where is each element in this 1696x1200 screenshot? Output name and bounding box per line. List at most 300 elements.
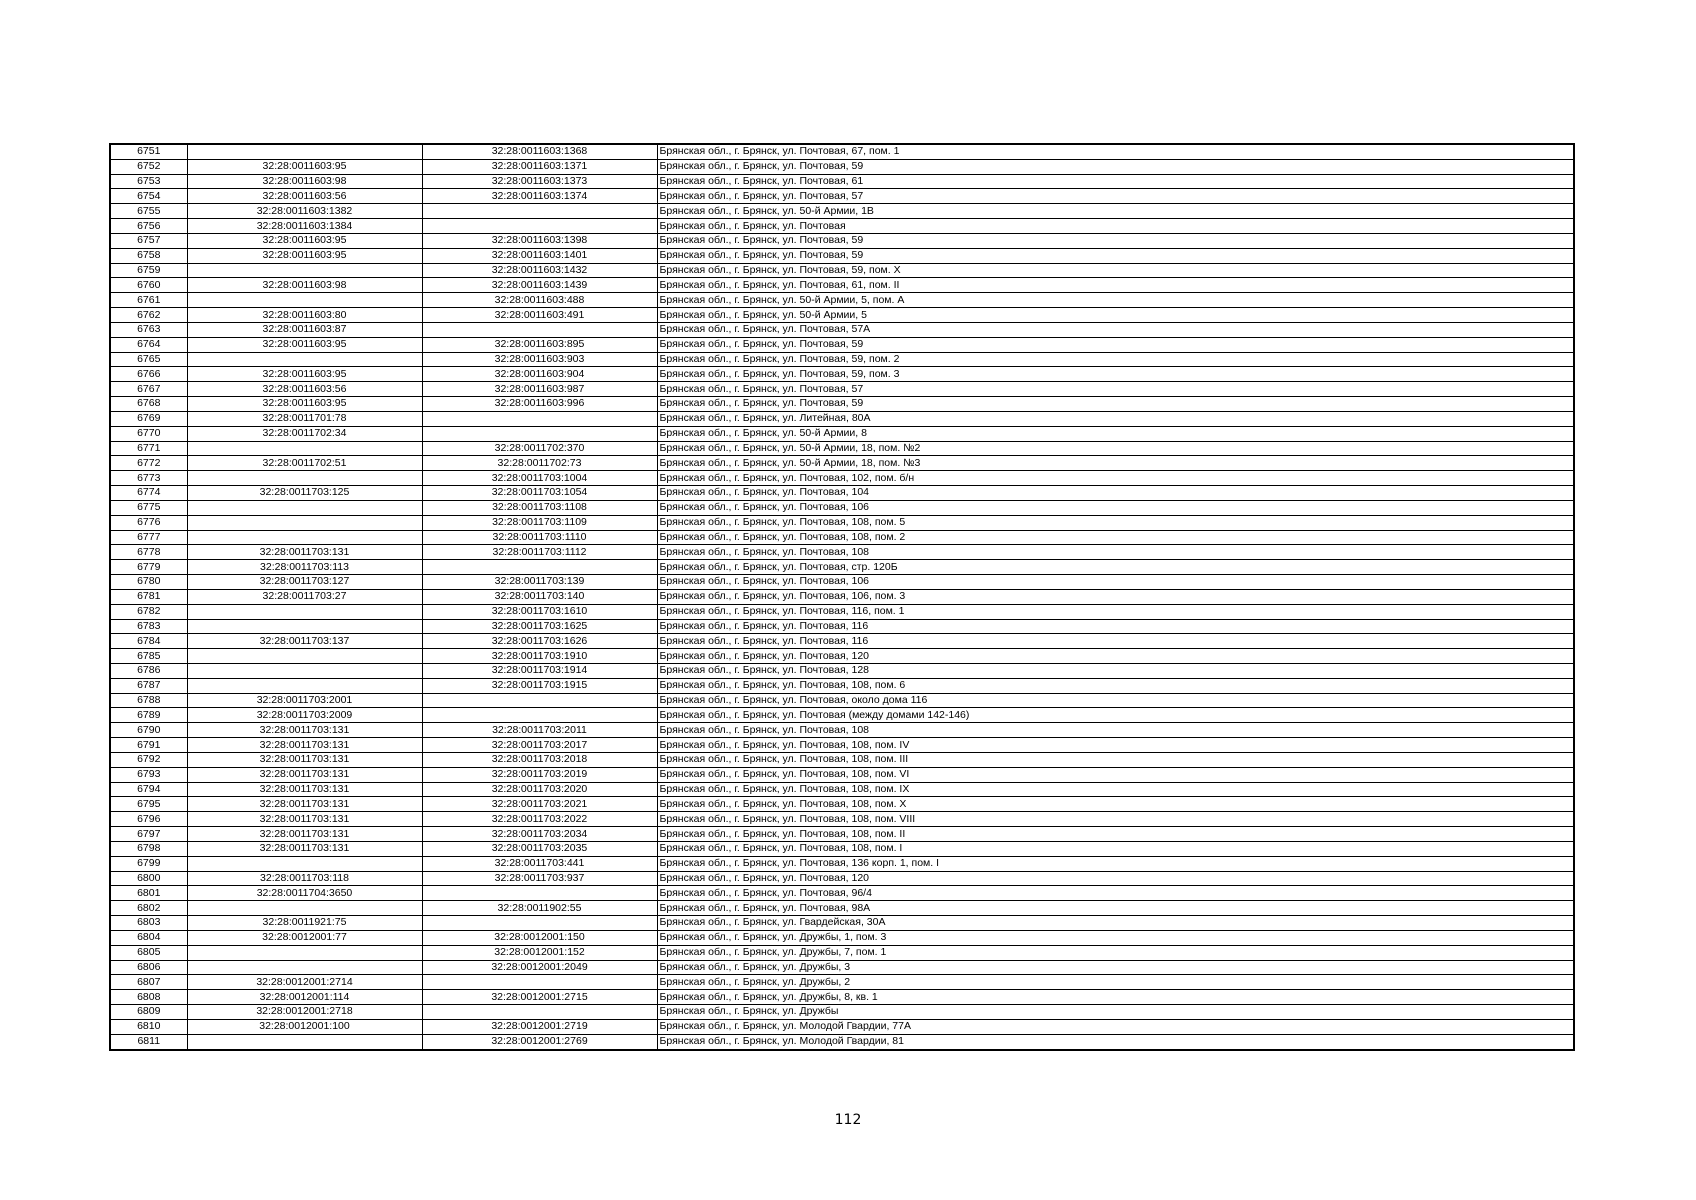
address-cell: Брянская обл., г. Брянск, ул. Почтовая, 108, пом. I [657, 841, 1574, 856]
cadastral-number-cell: 32:28:0011603:987 [422, 382, 657, 397]
row-number-cell: 6782 [110, 604, 187, 619]
parent-cadastral-number-cell: 32:28:0011703:131 [187, 797, 422, 812]
cadastral-number-cell: 32:28:0011703:2034 [422, 827, 657, 842]
address-cell: Брянская обл., г. Брянск, ул. Почтовая, 108, пом. IX [657, 782, 1574, 797]
table-row [110, 293, 1574, 308]
parent-cadastral-number-cell: 32:28:0011603:98 [187, 278, 422, 293]
table-row [110, 322, 1574, 337]
row-number-cell: 6761 [110, 293, 187, 308]
cadastral-number-cell [422, 560, 657, 575]
parent-cadastral-number-cell: 32:28:0011703:127 [187, 575, 422, 590]
cadastral-number-cell: 32:28:0011703:1109 [422, 515, 657, 530]
address-cell: Брянская обл., г. Брянск, ул. Почтовая, 120 [657, 871, 1574, 886]
parent-cadastral-number-cell: 32:28:0011603:98 [187, 174, 422, 189]
parent-cadastral-number-cell: 32:28:0011703:131 [187, 812, 422, 827]
cadastral-number-cell: 32:28:0011703:140 [422, 589, 657, 604]
address-cell: Брянская обл., г. Брянск, ул. Почтовая, 59 [657, 233, 1574, 248]
row-number-cell: 6786 [110, 663, 187, 678]
cadastral-number-cell: 32:28:0011603:1371 [422, 159, 657, 174]
row-number-cell: 6753 [110, 174, 187, 189]
address-cell: Брянская обл., г. Брянск, ул. Дружбы, 2 [657, 975, 1574, 990]
cadastral-number-cell [422, 219, 657, 234]
row-number-cell: 6773 [110, 471, 187, 486]
address-cell: Брянская обл., г. Брянск, ул. Почтовая, 116 [657, 634, 1574, 649]
parent-cadastral-number-cell: 32:28:0011703:118 [187, 871, 422, 886]
address-cell: Брянская обл., г. Брянск, ул. 50-й Армии, 5 [657, 308, 1574, 323]
table-row [110, 708, 1574, 723]
cadastral-number-cell [422, 708, 657, 723]
cadastral-number-cell: 32:28:0011603:996 [422, 397, 657, 412]
address-cell: Брянская обл., г. Брянск, ул. Почтовая, 120 [657, 649, 1574, 664]
table-row [110, 663, 1574, 678]
cadastral-number-cell: 32:28:0011703:2017 [422, 738, 657, 753]
row-number-cell: 6806 [110, 960, 187, 975]
table-row [110, 159, 1574, 174]
cadastral-number-cell: 32:28:0011703:1914 [422, 663, 657, 678]
table-row [110, 975, 1574, 990]
parent-cadastral-number-cell: 32:28:0011701:78 [187, 411, 422, 426]
table-row [110, 634, 1574, 649]
parent-cadastral-number-cell: 32:28:0011603:1382 [187, 204, 422, 219]
parent-cadastral-number-cell: 32:28:0011603:1384 [187, 219, 422, 234]
cadastral-number-cell: 32:28:0011703:1054 [422, 486, 657, 501]
cadastral-number-cell: 32:28:0011703:441 [422, 856, 657, 871]
table-row [110, 1034, 1574, 1049]
row-number-cell: 6768 [110, 397, 187, 412]
row-number-cell: 6791 [110, 738, 187, 753]
address-cell: Брянская обл., г. Брянск, ул. Почтовая, 106 [657, 575, 1574, 590]
parent-cadastral-number-cell: 32:28:0011603:95 [187, 233, 422, 248]
cadastral-number-cell: 32:28:0011703:1610 [422, 604, 657, 619]
cadastral-number-cell: 32:28:0011703:2011 [422, 723, 657, 738]
table-row [110, 382, 1574, 397]
parent-cadastral-number-cell: 32:28:0011703:131 [187, 752, 422, 767]
table-row [110, 441, 1574, 456]
address-cell: Брянская обл., г. Брянск, ул. Почтовая, 57А [657, 322, 1574, 337]
address-cell: Брянская обл., г. Брянск, ул. Почтовая, 116 [657, 619, 1574, 634]
address-cell: Брянская обл., г. Брянск, ул. Почтовая, 116, пом. 1 [657, 604, 1574, 619]
address-cell: Брянская обл., г. Брянск, ул. Дружбы, 8, кв. 1 [657, 990, 1574, 1005]
table-row [110, 471, 1574, 486]
row-number-cell: 6793 [110, 767, 187, 782]
address-cell: Брянская обл., г. Брянск, ул. Почтовая, 59, пом. X [657, 263, 1574, 278]
parent-cadastral-number-cell [187, 960, 422, 975]
address-cell: Брянская обл., г. Брянск, ул. Почтовая, 102, пом. б/н [657, 471, 1574, 486]
parent-cadastral-number-cell [187, 678, 422, 693]
parent-cadastral-number-cell [187, 901, 422, 916]
parent-cadastral-number-cell: 32:28:0011603:56 [187, 189, 422, 204]
row-number-cell: 6765 [110, 352, 187, 367]
parent-cadastral-number-cell: 32:28:0011603:95 [187, 397, 422, 412]
row-number-cell: 6811 [110, 1034, 187, 1049]
row-number-cell: 6780 [110, 575, 187, 590]
table-row [110, 337, 1574, 352]
row-number-cell: 6805 [110, 945, 187, 960]
parent-cadastral-number-cell [187, 604, 422, 619]
table-row [110, 782, 1574, 797]
cadastral-number-cell [422, 916, 657, 931]
row-number-cell: 6797 [110, 827, 187, 842]
table-row [110, 308, 1574, 323]
row-number-cell: 6762 [110, 308, 187, 323]
cadastral-number-cell: 32:28:0011603:1368 [422, 144, 657, 159]
address-cell: Брянская обл., г. Брянск, ул. 50-й Армии, 8 [657, 426, 1574, 441]
address-cell: Брянская обл., г. Брянск, ул. Почтовая, 59 [657, 159, 1574, 174]
parent-cadastral-number-cell: 32:28:0011603:80 [187, 308, 422, 323]
cadastral-number-cell: 32:28:0011603:904 [422, 367, 657, 382]
row-number-cell: 6763 [110, 322, 187, 337]
row-number-cell: 6800 [110, 871, 187, 886]
parent-cadastral-number-cell: 32:28:0012001:114 [187, 990, 422, 1005]
row-number-cell: 6764 [110, 337, 187, 352]
table-row [110, 649, 1574, 664]
row-number-cell: 6771 [110, 441, 187, 456]
parent-cadastral-number-cell: 32:28:0011703:125 [187, 486, 422, 501]
address-cell: Брянская обл., г. Брянск, ул. Почтовая, 108, пом. II [657, 827, 1574, 842]
cadastral-number-cell: 32:28:0011702:73 [422, 456, 657, 471]
parent-cadastral-number-cell: 32:28:0012001:77 [187, 930, 422, 945]
address-cell: Брянская обл., г. Брянск, ул. Молодой Гвардии, 81 [657, 1034, 1574, 1049]
parent-cadastral-number-cell: 32:28:0011703:2001 [187, 693, 422, 708]
address-cell: Брянская обл., г. Брянск, ул. Почтовая, 108, пом. VIII [657, 812, 1574, 827]
table-row [110, 397, 1574, 412]
row-number-cell: 6767 [110, 382, 187, 397]
cadastral-number-cell: 32:28:0011703:1625 [422, 619, 657, 634]
cadastral-number-cell: 32:28:0011603:903 [422, 352, 657, 367]
table-row [110, 500, 1574, 515]
parent-cadastral-number-cell: 32:28:0011921:75 [187, 916, 422, 931]
cadastral-number-cell: 32:28:0011603:1432 [422, 263, 657, 278]
row-number-cell: 6799 [110, 856, 187, 871]
parent-cadastral-number-cell [187, 263, 422, 278]
address-cell: Брянская обл., г. Брянск, ул. Почтовая, около дома 116 [657, 693, 1574, 708]
row-number-cell: 6766 [110, 367, 187, 382]
parent-cadastral-number-cell: 32:28:0011702:51 [187, 456, 422, 471]
cadastral-number-cell: 32:28:0012001:2715 [422, 990, 657, 1005]
table-row [110, 530, 1574, 545]
parent-cadastral-number-cell [187, 856, 422, 871]
address-cell: Брянская обл., г. Брянск, ул. Почтовая (между домами 142-146) [657, 708, 1574, 723]
row-number-cell: 6757 [110, 233, 187, 248]
table-row [110, 930, 1574, 945]
cadastral-number-cell: 32:28:0012001:2719 [422, 1019, 657, 1034]
cadastral-number-cell: 32:28:0011703:1108 [422, 500, 657, 515]
cadastral-number-cell: 32:28:0012001:152 [422, 945, 657, 960]
parent-cadastral-number-cell: 32:28:0011702:34 [187, 426, 422, 441]
table-row [110, 812, 1574, 827]
table-row [110, 841, 1574, 856]
parent-cadastral-number-cell [187, 500, 422, 515]
row-number-cell: 6752 [110, 159, 187, 174]
row-number-cell: 6794 [110, 782, 187, 797]
row-number-cell: 6801 [110, 886, 187, 901]
cadastral-number-cell: 32:28:0011703:1004 [422, 471, 657, 486]
address-cell: Брянская обл., г. Брянск, ул. Почтовая, 108, пом. IV [657, 738, 1574, 753]
address-cell: Брянская обл., г. Брянск, ул. Почтовая, 61, пом. II [657, 278, 1574, 293]
row-number-cell: 6770 [110, 426, 187, 441]
cadastral-number-cell: 32:28:0011703:2035 [422, 841, 657, 856]
address-cell: Брянская обл., г. Брянск, ул. Почтовая, 108, пом. X [657, 797, 1574, 812]
address-cell: Брянская обл., г. Брянск, ул. Почтовая, 136 корп. 1, пом. I [657, 856, 1574, 871]
row-number-cell: 6810 [110, 1019, 187, 1034]
parent-cadastral-number-cell [187, 441, 422, 456]
table-row [110, 426, 1574, 441]
parent-cadastral-number-cell: 32:28:0011703:131 [187, 738, 422, 753]
parent-cadastral-number-cell: 32:28:0012001:2714 [187, 975, 422, 990]
row-number-cell: 6781 [110, 589, 187, 604]
row-number-cell: 6802 [110, 901, 187, 916]
table-row [110, 767, 1574, 782]
row-number-cell: 6754 [110, 189, 187, 204]
cadastral-number-cell: 32:28:0011703:937 [422, 871, 657, 886]
table-row [110, 827, 1574, 842]
cadastral-number-cell [422, 411, 657, 426]
cadastral-number-cell: 32:28:0011603:491 [422, 308, 657, 323]
row-number-cell: 6789 [110, 708, 187, 723]
cadastral-number-cell: 32:28:0011703:1910 [422, 649, 657, 664]
table-row [110, 456, 1574, 471]
table-row [110, 797, 1574, 812]
cadastral-number-cell: 32:28:0011603:1439 [422, 278, 657, 293]
cadastral-number-cell: 32:28:0011703:2019 [422, 767, 657, 782]
row-number-cell: 6808 [110, 990, 187, 1005]
table-row [110, 560, 1574, 575]
address-cell: Брянская обл., г. Брянск, ул. Дружбы, 3 [657, 960, 1574, 975]
table-row [110, 174, 1574, 189]
parent-cadastral-number-cell: 32:28:0012001:2718 [187, 1005, 422, 1020]
parent-cadastral-number-cell: 32:28:0011703:131 [187, 841, 422, 856]
table-row [110, 901, 1574, 916]
row-number-cell: 6772 [110, 456, 187, 471]
cadastral-number-cell: 32:28:0011703:1626 [422, 634, 657, 649]
table-row [110, 204, 1574, 219]
table-row [110, 916, 1574, 931]
cadastral-number-cell: 32:28:0011703:139 [422, 575, 657, 590]
address-cell: Брянская обл., г. Брянск, ул. Почтовая, 108, пом. III [657, 752, 1574, 767]
cadastral-number-cell: 32:28:0012001:2769 [422, 1034, 657, 1049]
row-number-cell: 6776 [110, 515, 187, 530]
row-number-cell: 6785 [110, 649, 187, 664]
row-number-cell: 6775 [110, 500, 187, 515]
address-cell: Брянская обл., г. Брянск, ул. Почтовая, 59 [657, 248, 1574, 263]
row-number-cell: 6804 [110, 930, 187, 945]
table-row [110, 619, 1574, 634]
parent-cadastral-number-cell: 32:28:0011603:87 [187, 322, 422, 337]
table-row [110, 678, 1574, 693]
table-row [110, 278, 1574, 293]
cadastral-number-cell: 32:28:0011702:370 [422, 441, 657, 456]
address-cell: Брянская обл., г. Брянск, ул. Почтовая, 59 [657, 397, 1574, 412]
address-cell: Брянская обл., г. Брянск, ул. Гвардейская, 30А [657, 916, 1574, 931]
address-cell: Брянская обл., г. Брянск, ул. Литейная, 80А [657, 411, 1574, 426]
cadastral-number-cell [422, 204, 657, 219]
table-row [110, 752, 1574, 767]
cadastral-number-cell: 32:28:0012001:2049 [422, 960, 657, 975]
parent-cadastral-number-cell: 32:28:0011603:56 [187, 382, 422, 397]
parent-cadastral-number-cell: 32:28:0011703:131 [187, 782, 422, 797]
address-cell: Брянская обл., г. Брянск, ул. Почтовая, 106 [657, 500, 1574, 515]
cadastral-number-cell: 32:28:0011703:2020 [422, 782, 657, 797]
parent-cadastral-number-cell: 32:28:0011603:95 [187, 337, 422, 352]
row-number-cell: 6760 [110, 278, 187, 293]
table-row [110, 219, 1574, 234]
table-row [110, 515, 1574, 530]
address-cell: Брянская обл., г. Брянск, ул. Дружбы, 1, пом. 3 [657, 930, 1574, 945]
table-row [110, 960, 1574, 975]
parent-cadastral-number-cell [187, 945, 422, 960]
address-cell: Брянская обл., г. Брянск, ул. Молодой Гвардии, 77А [657, 1019, 1574, 1034]
parent-cadastral-number-cell: 32:28:0012001:100 [187, 1019, 422, 1034]
registry-table [109, 143, 1575, 1051]
address-cell: Брянская обл., г. Брянск, ул. Почтовая, 108, пом. VI [657, 767, 1574, 782]
row-number-cell: 6755 [110, 204, 187, 219]
address-cell: Брянская обл., г. Брянск, ул. Почтовая, 108, пом. 2 [657, 530, 1574, 545]
parent-cadastral-number-cell: 32:28:0011703:27 [187, 589, 422, 604]
row-number-cell: 6795 [110, 797, 187, 812]
parent-cadastral-number-cell: 32:28:0011703:113 [187, 560, 422, 575]
address-cell: Брянская обл., г. Брянск, ул. Почтовая [657, 219, 1574, 234]
address-cell: Брянская обл., г. Брянск, ул. Почтовая, 108, пом. 5 [657, 515, 1574, 530]
parent-cadastral-number-cell [187, 515, 422, 530]
cadastral-number-cell [422, 886, 657, 901]
cadastral-number-cell: 32:28:0011603:488 [422, 293, 657, 308]
address-cell: Брянская обл., г. Брянск, ул. Почтовая, 108, пом. 6 [657, 678, 1574, 693]
cadastral-number-cell: 32:28:0011703:1915 [422, 678, 657, 693]
parent-cadastral-number-cell [187, 144, 422, 159]
table-row [110, 856, 1574, 871]
address-cell: Брянская обл., г. Брянск, ул. Почтовая, 108 [657, 545, 1574, 560]
address-cell: Брянская обл., г. Брянск, ул. Почтовая, 128 [657, 663, 1574, 678]
address-cell: Брянская обл., г. Брянск, ул. Почтовая, стр. 120Б [657, 560, 1574, 575]
row-number-cell: 6759 [110, 263, 187, 278]
cadastral-number-cell: 32:28:0011603:895 [422, 337, 657, 352]
table-row [110, 575, 1574, 590]
parent-cadastral-number-cell: 32:28:0011703:137 [187, 634, 422, 649]
cadastral-number-cell [422, 693, 657, 708]
cadastral-number-cell [422, 426, 657, 441]
cadastral-number-cell: 32:28:0011703:1112 [422, 545, 657, 560]
cadastral-number-cell: 32:28:0011603:1398 [422, 233, 657, 248]
parent-cadastral-number-cell: 32:28:0011703:131 [187, 767, 422, 782]
address-cell: Брянская обл., г. Брянск, ул. Почтовая, 98А [657, 901, 1574, 916]
table-row [110, 945, 1574, 960]
cadastral-number-cell: 32:28:0011603:1374 [422, 189, 657, 204]
row-number-cell: 6788 [110, 693, 187, 708]
cadastral-number-cell: 32:28:0011703:2022 [422, 812, 657, 827]
cadastral-number-cell [422, 975, 657, 990]
row-number-cell: 6792 [110, 752, 187, 767]
row-number-cell: 6790 [110, 723, 187, 738]
address-cell: Брянская обл., г. Брянск, ул. Почтовая, 96/4 [657, 886, 1574, 901]
table-row [110, 1005, 1574, 1020]
parent-cadastral-number-cell: 32:28:0011704:3650 [187, 886, 422, 901]
cadastral-number-cell: 32:28:0011703:1110 [422, 530, 657, 545]
row-number-cell: 6777 [110, 530, 187, 545]
address-cell: Брянская обл., г. Брянск, ул. Почтовая, 57 [657, 382, 1574, 397]
cadastral-number-cell: 32:28:0011703:2021 [422, 797, 657, 812]
table-row [110, 990, 1574, 1005]
row-number-cell: 6783 [110, 619, 187, 634]
table-row [110, 871, 1574, 886]
address-cell: Брянская обл., г. Брянск, ул. Почтовая, 61 [657, 174, 1574, 189]
parent-cadastral-number-cell [187, 619, 422, 634]
parent-cadastral-number-cell [187, 352, 422, 367]
table-row [110, 693, 1574, 708]
address-cell: Брянская обл., г. Брянск, ул. Почтовая, 106, пом. 3 [657, 589, 1574, 604]
row-number-cell: 6769 [110, 411, 187, 426]
row-number-cell: 6787 [110, 678, 187, 693]
table-row [110, 189, 1574, 204]
parent-cadastral-number-cell: 32:28:0011703:2009 [187, 708, 422, 723]
cadastral-number-cell: 32:28:0011603:1373 [422, 174, 657, 189]
address-cell: Брянская обл., г. Брянск, ул. Почтовая, 57 [657, 189, 1574, 204]
row-number-cell: 6751 [110, 144, 187, 159]
row-number-cell: 6756 [110, 219, 187, 234]
table-row [110, 738, 1574, 753]
cadastral-number-cell: 32:28:0011902:55 [422, 901, 657, 916]
parent-cadastral-number-cell [187, 649, 422, 664]
parent-cadastral-number-cell: 32:28:0011703:131 [187, 545, 422, 560]
table-row [110, 367, 1574, 382]
row-number-cell: 6796 [110, 812, 187, 827]
row-number-cell: 6774 [110, 486, 187, 501]
parent-cadastral-number-cell: 32:28:0011703:131 [187, 827, 422, 842]
table-row [110, 248, 1574, 263]
page-number: 112 [834, 1112, 862, 1128]
table-row [110, 144, 1574, 159]
parent-cadastral-number-cell [187, 663, 422, 678]
registry-table-body [110, 144, 1574, 1050]
row-number-cell: 6807 [110, 975, 187, 990]
cadastral-number-cell [422, 322, 657, 337]
parent-cadastral-number-cell [187, 530, 422, 545]
parent-cadastral-number-cell [187, 1034, 422, 1049]
address-cell: Брянская обл., г. Брянск, ул. 50-й Армии, 18, пом. №2 [657, 441, 1574, 456]
row-number-cell: 6784 [110, 634, 187, 649]
parent-cadastral-number-cell: 32:28:0011603:95 [187, 367, 422, 382]
table-row [110, 233, 1574, 248]
row-number-cell: 6778 [110, 545, 187, 560]
table-row [110, 411, 1574, 426]
address-cell: Брянская обл., г. Брянск, ул. 50-й Армии, 18, пом. №3 [657, 456, 1574, 471]
address-cell: Брянская обл., г. Брянск, ул. Почтовая, 59 [657, 337, 1574, 352]
address-cell: Брянская обл., г. Брянск, ул. Почтовая, 104 [657, 486, 1574, 501]
parent-cadastral-number-cell [187, 293, 422, 308]
table-row [110, 1019, 1574, 1034]
row-number-cell: 6758 [110, 248, 187, 263]
cadastral-number-cell [422, 1005, 657, 1020]
table-row [110, 886, 1574, 901]
address-cell: Брянская обл., г. Брянск, ул. Почтовая, 108 [657, 723, 1574, 738]
address-cell: Брянская обл., г. Брянск, ул. Почтовая, 67, пом. 1 [657, 144, 1574, 159]
address-cell: Брянская обл., г. Брянск, ул. Почтовая, 59, пом. 3 [657, 367, 1574, 382]
row-number-cell: 6798 [110, 841, 187, 856]
parent-cadastral-number-cell [187, 471, 422, 486]
row-number-cell: 6779 [110, 560, 187, 575]
parent-cadastral-number-cell: 32:28:0011703:131 [187, 723, 422, 738]
table-row [110, 486, 1574, 501]
table-row [110, 352, 1574, 367]
table-row [110, 723, 1574, 738]
table-row [110, 604, 1574, 619]
address-cell: Брянская обл., г. Брянск, ул. 50-й Армии, 5, пом. А [657, 293, 1574, 308]
cadastral-number-cell: 32:28:0011603:1401 [422, 248, 657, 263]
row-number-cell: 6803 [110, 916, 187, 931]
address-cell: Брянская обл., г. Брянск, ул. Дружбы [657, 1005, 1574, 1020]
address-cell: Брянская обл., г. Брянск, ул. Почтовая, 59, пом. 2 [657, 352, 1574, 367]
table-row [110, 545, 1574, 560]
parent-cadastral-number-cell: 32:28:0011603:95 [187, 159, 422, 174]
